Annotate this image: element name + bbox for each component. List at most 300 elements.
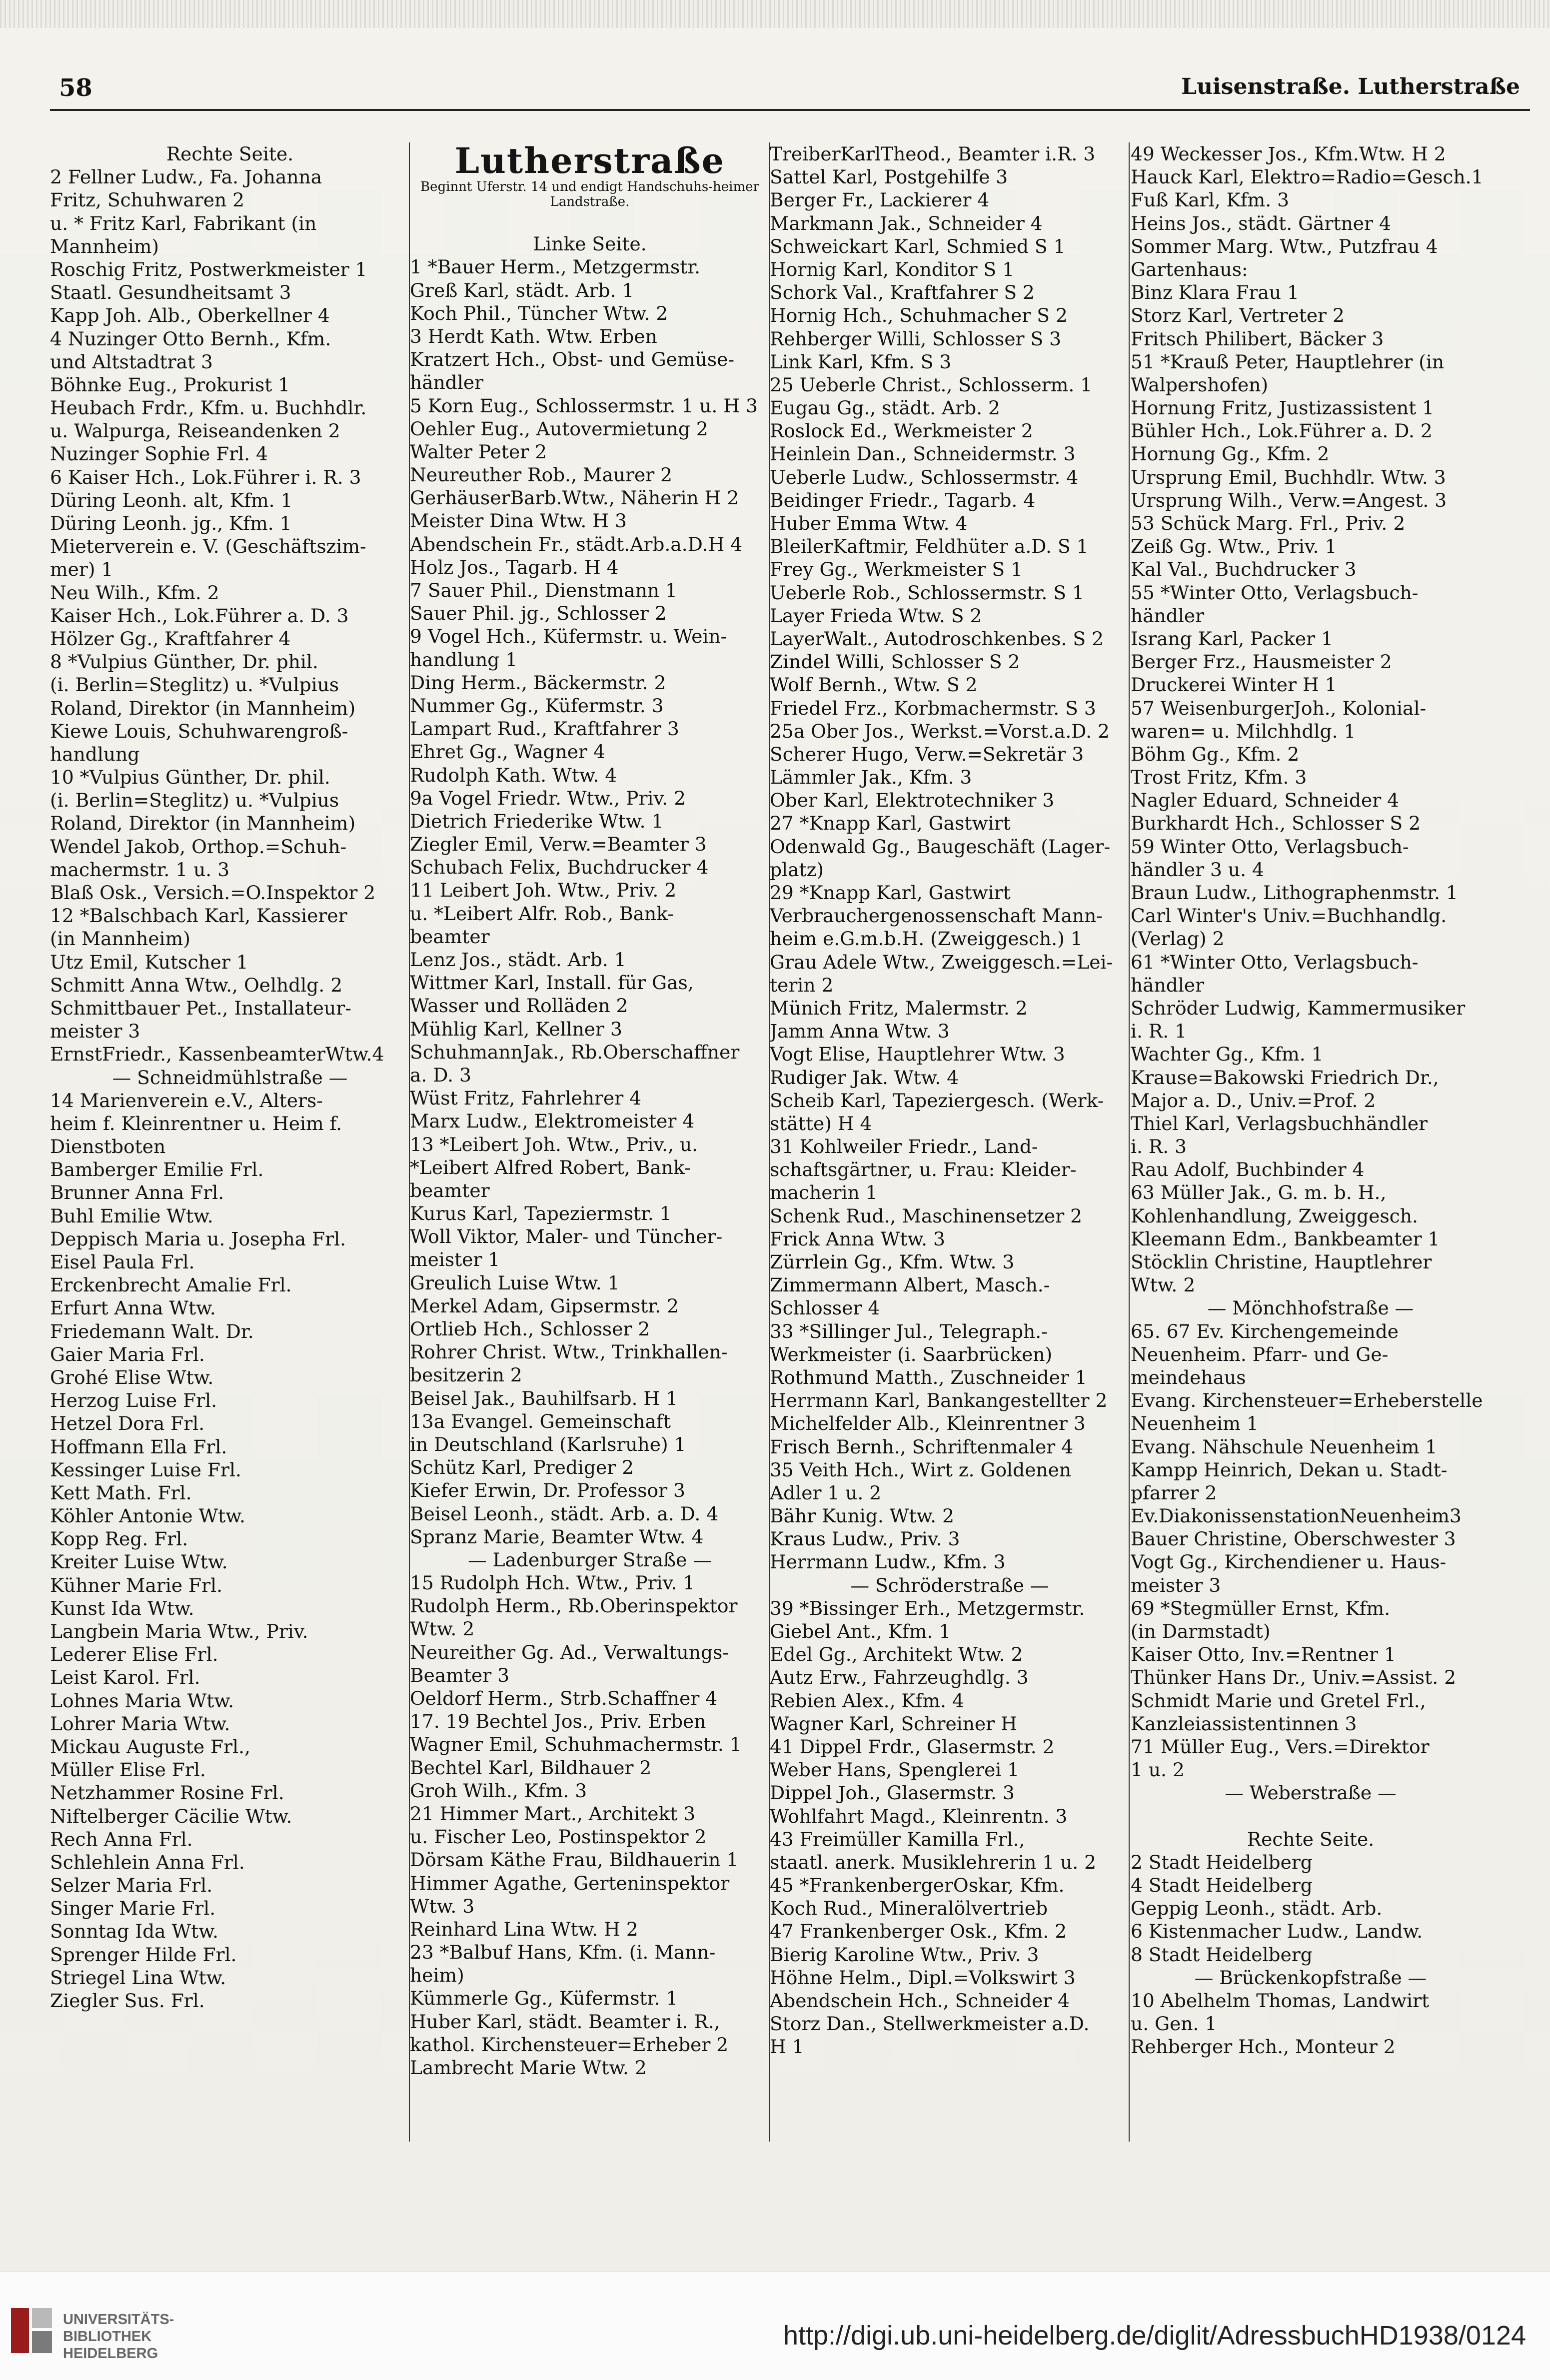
directory-line: Holz Jos., Tagarb. H 4 (410, 556, 619, 578)
directory-line: macherin 1 (770, 1182, 878, 1204)
directory-line: i. R. 1 (1131, 1020, 1187, 1043)
section-heading: — Schneidmühlstraße — (112, 1066, 348, 1089)
directory-line: Storz Dan., Stellwerkmeister a.D. (770, 2013, 1090, 2035)
directory-line: Ober Karl, Elektrotechniker 3 (770, 789, 1055, 812)
directory-line: 55 *Winter Otto, Verlagsbuch- (1131, 581, 1419, 604)
directory-line: Kraus Ludw., Priv. 3 (770, 1528, 960, 1550)
directory-line: Kett Math. Frl. (50, 1481, 192, 1504)
column-1 (50, 142, 410, 2012)
directory-line: Wachter Gg., Kfm. 1 (1131, 1043, 1324, 1066)
directory-line: terin 2 (770, 974, 834, 996)
directory-line: Michelfelder Alb., Kleinrentner 3 (770, 1412, 1086, 1435)
directory-line: Carl Winter's Univ.=Buchhandlg. (1131, 905, 1447, 927)
directory-line: Hornung Fritz, Justizassistent 1 (1131, 397, 1435, 419)
directory-line: Weber Hans, Spenglerei 1 (770, 1759, 1020, 1781)
directory-line: Scheib Karl, Tapeziergesch. (Werk- (770, 1089, 1104, 1112)
directory-line: Berger Fr., Lackierer 4 (770, 189, 990, 211)
directory-line: Kurus Karl, Tapeziermstr. 1 (410, 1202, 672, 1225)
directory-line: Wtw. 3 (410, 1895, 475, 1917)
directory-line: 41 Dippel Frdr., Glasermstr. 2 (770, 1735, 1055, 1758)
directory-line: Böhnke Eug., Prokurist 1 (50, 373, 290, 396)
directory-line: Friedel Frz., Korbmachermstr. S 3 (770, 697, 1096, 719)
directory-line: Roslock Ed., Werkmeister 2 (770, 420, 1033, 442)
directory-line: Werkmeister (i. Saarbrücken) (770, 1343, 1053, 1365)
directory-line: Roschig Fritz, Postwerkmeister 1 (50, 258, 367, 280)
directory-line: Dörsam Käthe Frau, Bildhauerin 1 (410, 1849, 739, 1871)
directory-line: schaftsgärtner, u. Frau: Kleider- (770, 1159, 1077, 1181)
directory-line: Wagner Emil, Schuhmachermstr. 1 (410, 1733, 742, 1756)
directory-line: Hauck Karl, Elektro=Radio=Gesch.1 (1131, 166, 1484, 188)
directory-line: beamter (410, 1179, 490, 1201)
directory-line: 45 *FrankenbergerOskar, Kfm. (770, 1874, 1065, 1897)
directory-line: Wasser und Rolläden 2 (410, 995, 628, 1017)
directory-line: Sauer Phil. jg., Schlosser 2 (410, 602, 667, 625)
directory-line: Heins Jos., städt. Gärtner 4 (1131, 212, 1391, 234)
directory-line: Leist Karol. Frl. (50, 1666, 200, 1689)
directory-line: Gaier Maria Frl. (50, 1343, 205, 1365)
section-heading: Rechte Seite. (166, 143, 294, 165)
directory-line: 21 Himmer Mart., Architekt 3 (410, 1802, 696, 1825)
directory-line: Grau Adele Wtw., Zweiggesch.=Lei- (770, 951, 1113, 973)
directory-line: Vogt Elise, Hauptlehrer Wtw. 3 (770, 1043, 1065, 1066)
directory-line: ErnstFriedr., KassenbeamterWtw.4 (50, 1043, 384, 1066)
directory-line: Mannheim) (50, 235, 159, 257)
directory-line: Jamm Anna Wtw. 3 (770, 1020, 950, 1043)
directory-line: Münich Fritz, Malermstr. 2 (770, 997, 1028, 1019)
directory-line: Kratzert Hch., Obst- und Gemüse- (410, 348, 735, 371)
directory-line: Himmer Agathe, Gerteninspektor (410, 1872, 730, 1894)
directory-line: Neuenheim 1 (1131, 1412, 1259, 1435)
directory-line: Sonntag Ida Wtw. (50, 1920, 218, 1943)
directory-line: Lenz Jos., städt. Arb. 1 (410, 949, 626, 971)
directory-line: u. Fischer Leo, Postinspektor 2 (410, 1826, 707, 1848)
directory-line: Evang. Nähschule Neuenheim 1 (1131, 1435, 1438, 1458)
directory-line: Koch Phil., Tüncher Wtw. 2 (410, 302, 668, 324)
directory-line: u. Gen. 1 (1131, 2013, 1217, 2035)
scan-edge (0, 0, 1550, 28)
directory-line: Nummer Gg., Küfermstr. 3 (410, 694, 664, 717)
directory-line: Hölzer Gg., Kraftfahrer 4 (50, 627, 291, 650)
directory-line: Kiefer Erwin, Dr. Professor 3 (410, 1479, 685, 1502)
directory-line: Berger Frz., Hausmeister 2 (1131, 651, 1392, 673)
directory-line: Rehberger Willi, Schlosser S 3 (770, 327, 1062, 350)
directory-line: Neureither Gg. Ad., Verwaltungs- (410, 1641, 729, 1663)
section-heading: — Schröderstraße — (850, 1574, 1049, 1596)
directory-line: Rau Adolf, Buchbinder 4 (1131, 1159, 1365, 1181)
directory-line: Langbein Maria Wtw., Priv. (50, 1620, 308, 1642)
directory-line: Oehler Eug., Autovermietung 2 (410, 417, 708, 440)
directory-line: Israng Karl, Packer 1 (1131, 627, 1333, 650)
directory-line: Roland, Direktor (in Mannheim) (50, 812, 356, 835)
directory-line: 14 Marienverein e.V., Alters- (50, 1089, 323, 1112)
directory-line: Zindel Willi, Schlosser S 2 (770, 651, 1020, 673)
directory-line: Neu Wilh., Kfm. 2 (50, 581, 219, 604)
directory-line: Buhl Emilie Wtw. (50, 1204, 213, 1227)
directory-line: Gartenhaus: (1131, 258, 1248, 280)
directory-line: 25a Ober Jos., Werkst.=Vorst.a.D. 2 (770, 720, 1110, 742)
directory-line: Link Karl, Kfm. S 3 (770, 350, 952, 373)
page-number: 58 (59, 74, 92, 102)
directory-line: Scherer Hugo, Verw.=Sekretär 3 (770, 743, 1084, 765)
directory-line: 69 *Stegmüller Ernst, Kfm. (1131, 1597, 1391, 1619)
directory-line: Meister Dina Wtw. H 3 (410, 510, 627, 532)
directory-line: Kiewe Louis, Schuhwarengroß- (50, 720, 348, 742)
directory-line: Kümmerle Gg., Küfermstr. 1 (410, 1987, 678, 2010)
directory-line: Lederer Elise Frl. (50, 1643, 218, 1666)
directory-line: heim f. Kleinrentner u. Heim f. (50, 1112, 342, 1135)
directory-line: Wagner Karl, Schreiner H (770, 1712, 1017, 1735)
section-heading: — Mönchhofstraße — (1207, 1297, 1414, 1319)
logo-line: HEIDELBERG (63, 2346, 158, 2362)
directory-line: 65. 67 Ev. Kirchengemeinde (1131, 1320, 1399, 1342)
directory-line: Wendel Jakob, Orthop.=Schuh- (50, 835, 347, 858)
directory-line: u. * Fritz Karl, Fabrikant (in (50, 212, 317, 234)
directory-line: (i. Berlin=Steglitz) u. *Vulpius (50, 789, 339, 812)
directory-line: Kal Val., Buchdrucker 3 (1131, 558, 1357, 581)
directory-line: Schenk Rud., Maschinensetzer 2 (770, 1204, 1083, 1227)
directory-line: kathol. Kirchensteuer=Erheber 2 (410, 2033, 729, 2056)
directory-line: Düring Leonh. alt, Kfm. 1 (50, 489, 293, 511)
directory-line: 4 Nuzinger Otto Bernh., Kfm. (50, 327, 331, 350)
directory-line: Vogt Gg., Kirchendiener u. Haus- (1131, 1551, 1447, 1573)
directory-line: Schlosser 4 (770, 1297, 880, 1319)
directory-line: Müller Elise Frl. (50, 1759, 206, 1781)
university-library-logo-icon (9, 2306, 54, 2355)
directory-line: in Deutschland (Karlsruhe) 1 (410, 1433, 686, 1455)
directory-line: Düring Leonh. jg., Kfm. 1 (50, 512, 292, 534)
directory-line: Schubach Felix, Buchdrucker 4 (410, 856, 709, 879)
directory-line: 13 *Leibert Joh. Wtw., Priv., u. (410, 1133, 698, 1156)
directory-line: 8 *Vulpius Günther, Dr. phil. (50, 651, 318, 673)
directory-line: meister 1 (410, 1248, 500, 1271)
directory-line: Schmitt Anna Wtw., Oelhdlg. 2 (50, 974, 343, 996)
directory-line: Kohlenhandlung, Zweiggesch. (1131, 1204, 1418, 1227)
directory-line: händler (1131, 604, 1205, 627)
directory-line: 51 *Krauß Peter, Hauptlehrer (in (1131, 350, 1445, 373)
column-2 (410, 142, 770, 2079)
directory-line: 2 Fellner Ludw., Fa. Johanna (50, 166, 322, 188)
directory-line: *Leibert Alfred Robert, Bank- (410, 1156, 691, 1179)
directory-line: 33 *Sillinger Jul., Telegraph.- (770, 1320, 1048, 1342)
directory-line: 1 *Bauer Herm., Metzgermstr. (410, 256, 701, 278)
directory-line: Sommer Marg. Wtw., Putzfrau 4 (1131, 235, 1438, 257)
directory-line: heim) (410, 1964, 464, 1987)
directory-line: Stöcklin Christine, Hauptlehrer (1131, 1251, 1432, 1273)
directory-line: Evang. Kirchensteuer=Erheberstelle (1131, 1389, 1483, 1412)
directory-line: Adler 1 u. 2 (770, 1481, 882, 1504)
directory-line: Neuenheim. Pfarr- und Ge- (1131, 1343, 1389, 1365)
directory-line: Fuß Karl, Kfm. 3 (1131, 189, 1290, 211)
directory-line: Kreiter Luise Wtw. (50, 1551, 228, 1573)
directory-line: Wittmer Karl, Install. für Gas, (410, 972, 694, 994)
directory-line: 1 u. 2 (1131, 1759, 1185, 1781)
directory-line: Thiel Karl, Verlagsbuchhändler (1131, 1112, 1428, 1135)
directory-line: pfarrer 2 (1131, 1481, 1217, 1504)
directory-line: Schweickart Karl, Schmied S 1 (770, 235, 1066, 257)
directory-line: 47 Frankenberger Osk., Kfm. 2 (770, 1920, 1067, 1943)
directory-line: Bechtel Karl, Bildhauer 2 (410, 1756, 652, 1779)
directory-line: a. D. 3 (410, 1064, 471, 1086)
directory-line: händler 3 u. 4 (1131, 858, 1264, 881)
directory-line: Deppisch Maria u. Josepha Frl. (50, 1227, 346, 1250)
directory-line: 53 Schück Marg. Frl., Priv. 2 (1131, 512, 1406, 534)
directory-line: Fritsch Philibert, Bäcker 3 (1131, 327, 1384, 350)
directory-line: Druckerei Winter H 1 (1131, 674, 1337, 696)
directory-line: Eisel Paula Frl. (50, 1251, 195, 1273)
directory-line: Ziegler Emil, Verw.=Beamter 3 (410, 833, 707, 856)
directory-line: Heubach Frdr., Kfm. u. Buchhdlr. (50, 397, 367, 419)
directory-line: Ev.DiakonissenstationNeuenheim3 (1131, 1505, 1462, 1527)
directory-line: Grohé Elise Wtw. (50, 1366, 214, 1388)
directory-line: Sattel Karl, Postgehilfe 3 (770, 166, 1008, 188)
directory-line: 59 Winter Otto, Verlagsbuch- (1131, 835, 1409, 858)
directory-line: Rudiger Jak. Wtw. 4 (770, 1066, 959, 1089)
directory-line: Niftelberger Cäcilie Wtw. (50, 1805, 292, 1827)
directory-line: Frisch Bernh., Schriftenmaler 4 (770, 1435, 1074, 1458)
directory-line: 25 Ueberle Christ., Schlosserm. 1 (770, 373, 1093, 396)
directory-line: LayerWalt., Autodroschkenbes. S 2 (770, 627, 1104, 650)
directory-line: 31 Kohlweiler Friedr., Land- (770, 1136, 1038, 1158)
directory-line: 6 Kaiser Hch., Lok.Führer i. R. 3 (50, 466, 361, 488)
directory-line: Thünker Hans Dr., Univ.=Assist. 2 (1131, 1666, 1456, 1689)
directory-line: Schmidt Marie und Gretel Frl., (1131, 1689, 1426, 1712)
directory-line: Mieterverein e. V. (Geschäftszim- (50, 535, 366, 558)
directory-line: heim e.G.m.b.H. (Zweiggesch.) 1 (770, 928, 1083, 950)
directory-line: 61 *Winter Otto, Verlagsbuch- (1131, 951, 1419, 973)
section-heading: — Weberstraße — (1225, 1782, 1397, 1804)
logo-line: BIBLIOTHEK (63, 2329, 152, 2345)
directory-line: Fritz, Schuhwaren 2 (50, 189, 245, 211)
directory-line: Zeiß Gg. Wtw., Priv. 1 (1131, 535, 1337, 558)
directory-line: Heinlein Dan., Schneidermstr. 3 (770, 443, 1076, 465)
directory-line: platz) (770, 858, 824, 881)
directory-line: Selzer Maria Frl. (50, 1874, 213, 1897)
directory-line: Bähr Kunig. Wtw. 2 (770, 1505, 954, 1527)
directory-line: Abendschein Hch., Schneider 4 (770, 1990, 1070, 2012)
directory-line: Wtw. 2 (1131, 1274, 1196, 1296)
directory-line: Eugau Gg., städt. Arb. 2 (770, 397, 1000, 419)
directory-line: Braun Ludw., Lithographenmstr. 1 (1131, 882, 1458, 904)
directory-line: Schütz Karl, Prediger 2 (410, 1456, 634, 1479)
section-heading: Rechte Seite. (1247, 1828, 1375, 1850)
source-url-link[interactable]: http://digi.ub.uni-heidelberg.de/diglit/AdressbuchHD1938/0124 (783, 2321, 1526, 2351)
directory-line: 35 Veith Hch., Wirt z. Goldenen (770, 1458, 1072, 1481)
directory-line: Bühler Hch., Lok.Führer a. D. 2 (1131, 420, 1433, 442)
directory-line: Rebien Alex., Kfm. 4 (770, 1689, 964, 1712)
directory-line: 8 Stadt Heidelberg (1131, 1943, 1313, 1966)
directory-line: Erfurt Anna Wtw. (50, 1297, 216, 1319)
directory-line: 17. 19 Bechtel Jos., Priv. Erben (410, 1710, 706, 1733)
library-footer (0, 2272, 1550, 2380)
directory-line: Roland, Direktor (in Mannheim) (50, 697, 356, 719)
directory-line: Brunner Anna Frl. (50, 1182, 224, 1204)
directory-line: (in Darmstadt) (1131, 1620, 1271, 1642)
logo-line: UNIVERSITÄTS- (63, 2312, 174, 2328)
directory-line: Kanzleiassistentinnen 3 (1131, 1712, 1357, 1735)
directory-line: Köhler Antonie Wtw. (50, 1505, 245, 1527)
header-rule (50, 109, 1530, 111)
directory-line: 11 Leibert Joh. Wtw., Priv. 2 (410, 879, 677, 902)
directory-line: mer) 1 (50, 558, 113, 581)
column-3 (770, 142, 1130, 2059)
directory-line: Frick Anna Wtw. 3 (770, 1227, 945, 1250)
directory-line: 5 Korn Eug., Schlossermstr. 1 u. H 3 (410, 394, 758, 417)
directory-line: Hornig Hch., Schuhmacher S 2 (770, 304, 1068, 327)
directory-line: Trost Fritz, Kfm. 3 (1131, 766, 1307, 789)
directory-line: Verbrauchergenossenschaft Mann- (770, 905, 1103, 927)
directory-line: Lampart Rud., Kraftfahrer 3 (410, 718, 679, 740)
column-4 (1131, 142, 1491, 2059)
library-logo-text (63, 2311, 174, 2362)
directory-line: Walter Peter 2 (410, 440, 547, 463)
directory-line: 13a Evangel. Gemeinschaft (410, 1410, 671, 1432)
directory-line: (i. Berlin=Steglitz) u. *Vulpius (50, 674, 339, 696)
directory-line: Beisel Jak., Bauhilfsarb. H 1 (410, 1387, 678, 1409)
directory-line: Neureuther Rob., Maurer 2 (410, 464, 673, 486)
directory-line: Lämmler Jak., Kfm. 3 (770, 766, 972, 789)
directory-line: Hetzel Dora Frl. (50, 1412, 205, 1435)
directory-line: Odenwald Gg., Baugeschäft (Lager- (770, 835, 1111, 858)
directory-line: Schröder Ludwig, Kammermusiker (1131, 997, 1466, 1019)
directory-line: Ursprung Emil, Buchhdlr. Wtw. 3 (1131, 466, 1446, 488)
directory-line: Storz Karl, Vertreter 2 (1131, 304, 1345, 327)
directory-line: Netzhammer Rosine Frl. (50, 1782, 284, 1804)
directory-line: 57 WeisenburgerJoh., Kolonial- (1131, 697, 1427, 719)
directory-line: Beamter 3 (410, 1664, 510, 1686)
directory-line: waren= u. Milchhdlg. 1 (1131, 720, 1356, 742)
directory-line: Staatl. Gesundheitsamt 3 (50, 281, 291, 304)
directory-line: Rohrer Christ. Wtw., Trinkhallen- (410, 1341, 728, 1363)
directory-line (1131, 1805, 1491, 1828)
directory-line: Schork Val., Kraftfahrer S 2 (770, 281, 1035, 304)
directory-line: Kühner Marie Frl. (50, 1574, 223, 1596)
directory-line: SchuhmannJak., Rb.Oberschaffner (410, 1041, 740, 1063)
directory-line: 23 *Balbuf Hans, Kfm. (i. Mann- (410, 1941, 716, 1964)
directory-line: Lohnes Maria Wtw. (50, 1689, 234, 1712)
directory-line: (Verlag) 2 (1131, 928, 1225, 950)
directory-line: Ding Herm., Bäckermstr. 2 (410, 671, 666, 694)
directory-line: 10 *Vulpius Günther, Dr. phil. (50, 766, 330, 789)
directory-line: Ehret Gg., Wagner 4 (410, 741, 605, 763)
street-note: Beginnt Uferstr. 14 und endigt Handschuhs-heimer Landstraße. (420, 179, 759, 209)
directory-line: 2 Stadt Heidelberg (1131, 1851, 1313, 1873)
directory-line: Lohrer Maria Wtw. (50, 1712, 230, 1735)
directory-line: GerhäuserBarb.Wtw., Näherin H 2 (410, 487, 739, 509)
directory-line: Kopp Reg. Frl. (50, 1528, 188, 1550)
directory-line: Nagler Eduard, Schneider 4 (1131, 789, 1400, 812)
street-title: Lutherstraße (454, 140, 725, 181)
directory-line: besitzerin 2 (410, 1364, 522, 1386)
directory-line: Huber Karl, städt. Beamter i. R., (410, 2010, 720, 2033)
directory-line: 6 Kistenmacher Ludw., Landw. (1131, 1920, 1423, 1943)
directory-line: Zürrlein Gg., Kfm. Wtw. 3 (770, 1251, 1015, 1273)
directory-line: 7 Sauer Phil., Dienstmann 1 (410, 579, 677, 601)
directory-line: Beisel Leonh., städt. Arb. a. D. 4 (410, 1502, 719, 1525)
directory-line: 27 *Knapp Karl, Gastwirt (770, 812, 1011, 835)
running-head: Luisenstraße. Lutherstraße (1181, 74, 1520, 99)
directory-line: Zimmermann Albert, Masch.- (770, 1274, 1050, 1296)
directory-line: handlung (50, 743, 140, 765)
directory-line: 39 *Bissinger Erh., Metzgermstr. (770, 1597, 1085, 1619)
directory-line: Bauer Christine, Oberschwester 3 (1131, 1528, 1456, 1550)
directory-line: Greulich Luise Wtw. 1 (410, 1271, 620, 1294)
directory-line: machermstr. 1 u. 3 (50, 858, 230, 881)
directory-line: Herzog Luise Frl. (50, 1389, 217, 1412)
directory-line: Abendschein Fr., städt.Arb.a.D.H 4 (410, 533, 743, 555)
directory-line: 49 Weckesser Jos., Kfm.Wtw. H 2 (1131, 143, 1446, 165)
directory-line: Kaiser Hch., Lok.Führer a. D. 3 (50, 604, 349, 627)
directory-line: Höhne Helm., Dipl.=Volkswirt 3 (770, 1966, 1076, 1989)
directory-line: handlung 1 (410, 648, 518, 671)
directory-line: Ortlieb Hch., Schlosser 2 (410, 1318, 650, 1340)
directory-line: Friedemann Walt. Dr. (50, 1320, 254, 1342)
directory-line: Koch Rud., Mineralölvertrieb (770, 1897, 1048, 1920)
directory-line: Dippel Joh., Glasermstr. 3 (770, 1782, 1015, 1804)
directory-line: Schmittbauer Pet., Installateur- (50, 997, 351, 1019)
directory-line: Greß Karl, städt. Arb. 1 (410, 279, 634, 301)
directory-line: 63 Müller Jak., G. m. b. H., (1131, 1182, 1387, 1204)
directory-line (410, 209, 770, 232)
directory-line: 15 Rudolph Hch. Wtw., Priv. 1 (410, 1572, 695, 1594)
directory-line: Ueberle Ludw., Schlossermstr. 4 (770, 466, 1079, 488)
directory-line: BleilerKaftmir, Feldhüter a.D. S 1 (770, 535, 1089, 558)
directory-line: Hornung Gg., Kfm. 2 (1131, 443, 1330, 465)
directory-line: 29 *Knapp Karl, Gastwirt (770, 882, 1011, 904)
directory-line: Ueberle Rob., Schlossermstr. S 1 (770, 581, 1084, 604)
directory-line: H 1 (770, 2036, 804, 2058)
directory-line: Kampp Heinrich, Dekan u. Stadt- (1131, 1458, 1448, 1481)
directory-line: Frey Gg., Werkmeister S 1 (770, 558, 1023, 581)
directory-line: 43 Freimüller Kamilla Frl., (770, 1828, 1025, 1850)
directory-line: Bierig Karoline Wtw., Priv. 3 (770, 1943, 1039, 1966)
directory-line: Kleemann Edm., Bankbeamter 1 (1131, 1227, 1440, 1250)
directory-line: Kunst Ida Wtw. (50, 1597, 194, 1619)
directory-line: Schlehlein Anna Frl. (50, 1851, 245, 1873)
directory-line: Huber Emma Wtw. 4 (770, 512, 968, 534)
directory-line: Groh Wilh., Kfm. 3 (410, 1779, 587, 1802)
directory-line: 9a Vogel Friedr. Wtw., Priv. 2 (410, 787, 686, 809)
directory-line: Woll Viktor, Maler- und Tüncher- (410, 1225, 723, 1248)
directory-line: Wtw. 2 (410, 1618, 475, 1640)
directory-line: Binz Klara Frau 1 (1131, 281, 1299, 304)
directory-line: 12 *Balschbach Karl, Kassierer (50, 905, 347, 927)
directory-line: 9 Vogel Hch., Küfermstr. u. Wein- (410, 625, 727, 648)
directory-line: Reinhard Lina Wtw. H 2 (410, 1918, 638, 1940)
directory-line: Bamberger Emilie Frl. (50, 1159, 264, 1181)
directory-line: Mühlig Karl, Kellner 3 (410, 1018, 622, 1040)
directory-line: Beidinger Friedr., Tagarb. 4 (770, 489, 1036, 511)
directory-line: i. R. 3 (1131, 1136, 1187, 1158)
directory-line: Singer Marie Frl. (50, 1897, 216, 1920)
directory-line: Wolf Bernh., Wtw. S 2 (770, 674, 978, 696)
directory-line: Kaiser Otto, Inv.=Rentner 1 (1131, 1643, 1396, 1666)
directory-line: Kessinger Luise Frl. (50, 1458, 241, 1481)
directory-line: Erckenbrecht Amalie Frl. (50, 1274, 292, 1296)
directory-line: Rudolph Kath. Wtw. 4 (410, 764, 617, 786)
directory-line: Dietrich Friederike Wtw. 1 (410, 810, 664, 832)
directory-line: Ursprung Wilh., Verw.=Angest. 3 (1131, 489, 1447, 511)
directory-line: 3 Herdt Kath. Wtw. Erben (410, 325, 657, 347)
directory-line: 4 Stadt Heidelberg (1131, 1874, 1313, 1897)
directory-line: Geppig Leonh., städt. Arb. (1131, 1897, 1383, 1920)
directory-line: Striegel Lina Wtw. (50, 1966, 226, 1989)
directory-line: Edel Gg., Architekt Wtw. 2 (770, 1643, 1023, 1666)
directory-line: und Altstadtrat 3 (50, 350, 213, 373)
directory-line: Wohlfahrt Magd., Kleinrentn. 3 (770, 1805, 1068, 1827)
directory-line: stätte) H 4 (770, 1112, 872, 1135)
section-heading: — Brückenkopfstraße — (1194, 1966, 1427, 1989)
directory-line: (in Mannheim) (50, 928, 190, 950)
